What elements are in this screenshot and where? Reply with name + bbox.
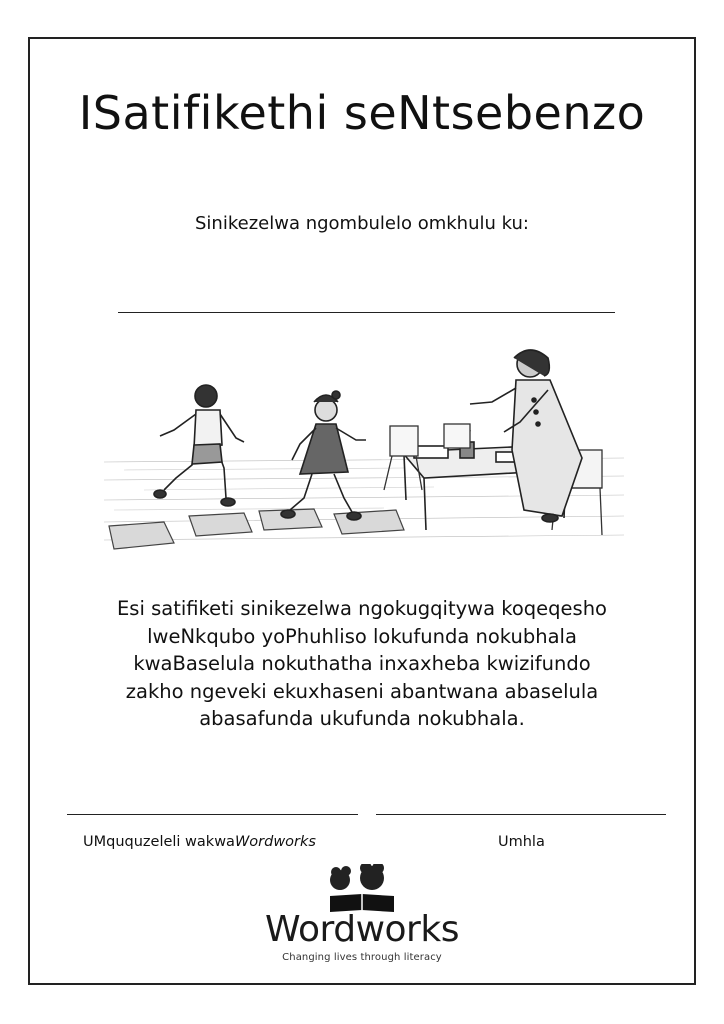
body-line: kwaBaselula nokuthatha inxaxheba kwizifundo [133, 652, 591, 676]
recipient-name-line [118, 312, 615, 313]
coordinator-org-name: Wordworks [234, 834, 316, 850]
certificate-subtitle: Sinikezelwa ngombulelo omkhulu ku: [195, 213, 529, 234]
body-line: zakho ngeveki ekuxhaseni abantwana abaselula [125, 679, 599, 703]
wordworks-tagline: Changing lives through literacy [282, 952, 442, 963]
two-children-reading-icon [262, 864, 462, 914]
body-line: Esi satifiketi sinikezelwa ngokugqitywa koqeqesho [116, 597, 607, 620]
body-line: lweNkqubo yoPhuhliso lokufunda nokubhala [147, 624, 577, 648]
girl-figure [281, 391, 366, 520]
certificate-body [82, 595, 642, 733]
body-line: abasafunda ukufunda nokubhala. [199, 707, 525, 731]
certificate-title: ISatifikethi seNtsebenzo [78, 86, 646, 140]
coordinator-signature-line [67, 814, 358, 815]
date-label: Umhla [498, 834, 545, 850]
children-playing-hopscotch-illustration [104, 340, 624, 555]
date-signature-line [376, 814, 666, 815]
wordworks-logo-text: Wordworks [265, 909, 459, 950]
wordworks-logo [262, 864, 462, 970]
boy-figure [154, 385, 244, 506]
coordinator-signature-label: UMququzeleli wakwaWordworks [83, 834, 316, 850]
